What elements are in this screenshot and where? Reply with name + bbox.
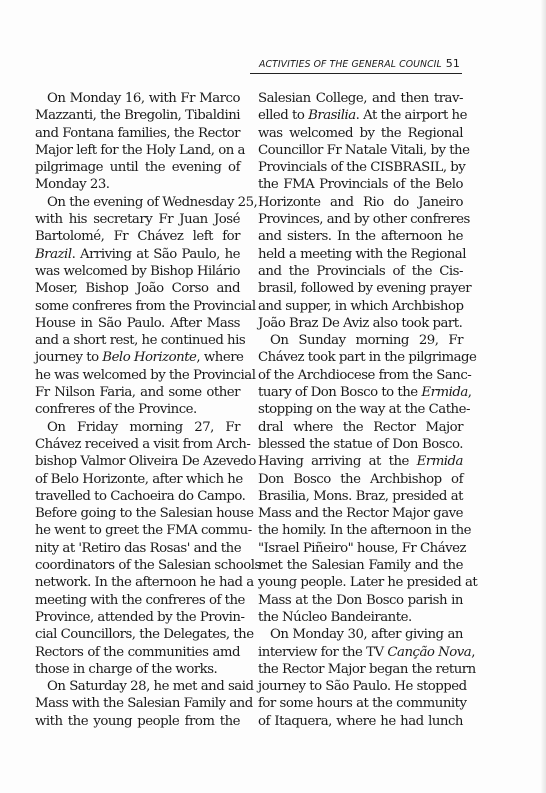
text-line: of the Archdiocese from the Sanc- [258, 367, 472, 383]
text-line: and supper, in which Archbishop [258, 298, 464, 314]
text-line: held a meeting with the Regional [258, 246, 466, 262]
text-line: blessed the statue of Don Bosco. [258, 436, 463, 452]
text-line: and sisters. In the afternoon he [258, 229, 463, 245]
text-line: On Monday 30, after giving an [270, 627, 463, 643]
text-line: the homily. In the afternoon in the [258, 523, 472, 539]
text-line: Don Bosco the Archbishop of [258, 471, 463, 487]
text-line: Provincials of the CISBRASIL, by [258, 160, 466, 176]
text-line: journey to São Paulo. He stopped [258, 679, 467, 695]
text-line: Province, attended by the Provin- [35, 609, 245, 625]
text-line: for some hours at the community [258, 696, 467, 712]
text-line: Councillor Fr Natale Vitali, by the [258, 142, 470, 158]
text-line: Chávez received a visit from Arch- [35, 436, 251, 452]
text-line: Mass and the Rector Major gave [258, 506, 463, 522]
text-line: the FMA Provincials of the Belo [258, 177, 463, 193]
text-line: Mass with the Salesian Family and [35, 696, 253, 712]
text-line: young people. Later he presided at [258, 575, 478, 591]
text-line: some confreres from the Provincial [35, 298, 256, 314]
text-line: was welcomed by the Regional [258, 125, 463, 141]
text-line: network. In the afternoon he had a [35, 575, 254, 591]
text-line: Mass at the Don Bosco parish in [258, 592, 463, 608]
page-number: 51 [445, 57, 460, 70]
text-line: Brazil. Arriving at São Paulo, he [35, 246, 240, 262]
text-line: On Saturday 28, he met and said [47, 679, 254, 695]
text-line: elled to Brasilia. At the airport he [258, 108, 467, 124]
text-line: João Braz De Aviz also took part. [258, 315, 463, 331]
text-line: Having arriving at the Ermida [258, 454, 463, 470]
text-line: confreres of the Province. [35, 402, 197, 418]
text-line: travelled to Cachoeira do Campo. [35, 488, 246, 504]
text-line: those in charge of the works. [35, 661, 218, 677]
text-line: of Itaquera, where he had lunch [258, 713, 463, 729]
text-line: Major left for the Holy Land, on a [35, 142, 245, 158]
text-line: and a short rest, he continued his [35, 333, 246, 349]
text-line: tuary of Don Bosco to the Ermida, [258, 385, 472, 401]
running-header [250, 57, 460, 70]
text-line: Horizonte and Rio do Janeiro [258, 194, 463, 210]
text-line: nity at 'Retiro das Rosas' and the [35, 540, 242, 556]
text-line: interview for the TV Canção Nova, [258, 644, 475, 660]
text-line: journey to Belo Horizonte, where [35, 350, 244, 366]
text-line: On the evening of Wednesday 25, [47, 194, 258, 210]
text-line: House in São Paulo. After Mass [35, 315, 240, 331]
text-line: Fr Nilson Faria, and some other [35, 385, 240, 401]
text-line: coordinators of the Salesian schools [35, 558, 261, 574]
text-line: Bartolomé, Fr Chávez left for [35, 229, 240, 245]
text-line: Chávez took part in the pilgrimage [258, 350, 477, 366]
text-line: "Israel Piñeiro" house, Fr Chávez [258, 540, 467, 556]
text-line: pilgrimage until the evening of [35, 160, 240, 176]
text-line: with the young people from the [35, 713, 240, 729]
text-line: cial Councillors, the Delegates, the [35, 627, 254, 643]
text-line: Before going to the Salesian house [35, 506, 254, 522]
text-line: dral where the Rector Major [258, 419, 463, 435]
page-edge-shadow [540, 0, 546, 793]
text-line: Mazzanti, the Bregolin, Tibaldini [35, 108, 241, 124]
text-line: was welcomed by Bishop Hilário [35, 263, 240, 279]
text-line: the Núcleo Bandeirante. [258, 609, 412, 625]
text-line: bishop Valmor Oliveira De Azevedo [35, 454, 256, 470]
text-line: Rectors of the communities amd [35, 644, 240, 660]
text-line: On Sunday morning 29, Fr [270, 333, 463, 349]
header-rule [250, 73, 462, 74]
text-line: Brasilia, Mons. Braz, presided at [258, 488, 463, 504]
text-line: he went to greet the FMA commu- [35, 523, 252, 539]
text-line: Salesian College, and then trav- [258, 91, 463, 106]
text-line: with his secretary Fr Juan José [35, 212, 240, 228]
text-line: and Fontana families, the Rector [35, 125, 240, 141]
text-line: On Friday morning 27, Fr [47, 419, 240, 435]
left-column [35, 90, 261, 730]
text-line: met the Salesian Family and the [258, 558, 463, 574]
text-line: stopping on the way at the Cathe- [258, 402, 470, 418]
text-line: the Rector Major began the return [258, 661, 476, 677]
right-column [258, 90, 478, 730]
text-line: and the Provincials of the Cis- [258, 263, 463, 279]
text-line: he was welcomed by the Provincial [35, 367, 256, 383]
text-line: Provinces, and by other confreres [258, 212, 470, 228]
text-line: On Monday 16, with Fr Marco [47, 91, 240, 106]
text-line: of Belo Horizonte, after which he [35, 471, 243, 487]
text-line: Monday 23. [35, 177, 110, 193]
text-line: Moser, Bishop João Corso and [35, 281, 240, 297]
running-header-title: ACTIVITIES OF THE GENERAL COUNCIL [259, 59, 442, 70]
text-line: meeting with the confreres of the [35, 592, 245, 608]
text-line: brasil, followed by evening prayer [258, 281, 472, 297]
